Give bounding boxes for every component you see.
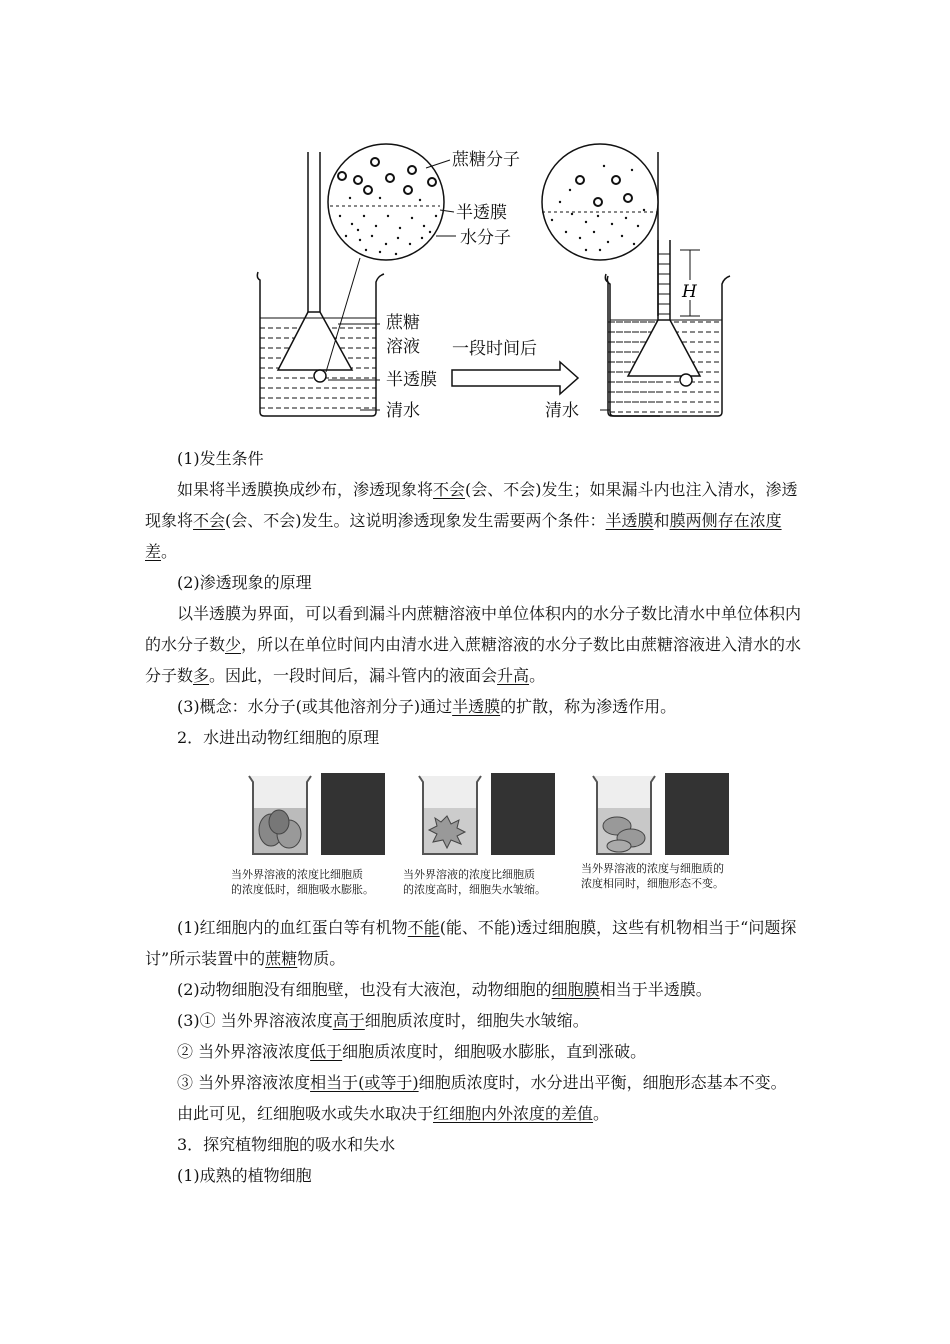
caption-normal <box>581 861 724 891</box>
beaker-swollen-icon <box>245 770 315 860</box>
section-osmosis <box>145 443 813 753</box>
text-run: 以半透膜为界面，可以看到漏斗内蔗糖溶液中单位体积内的水分子数比清水中单位体积内的水分子数 <box>145 604 802 654</box>
photo-shrunk-cells <box>491 773 555 855</box>
rbc-p5 <box>145 1067 813 1098</box>
label-semi-membrane-zoom: 半透膜 <box>456 203 507 223</box>
caption-line: 的浓度低时，细胞吸水膨胀。 <box>231 883 374 896</box>
label-sucrose-molecule: 蔗糖分子 <box>452 150 520 170</box>
answer-blank: 蔗糖 <box>265 949 298 968</box>
left-zoom-circle <box>328 144 444 260</box>
text-run: 。 <box>529 666 546 685</box>
left-membrane-marker <box>314 370 326 382</box>
answer-blank: 高于 <box>332 1011 365 1030</box>
answer-blank: 不会 <box>433 480 466 499</box>
answer-blank: 升高 <box>497 666 530 685</box>
label-sucrose-solution-1: 蔗糖 <box>386 313 420 333</box>
text-run: 如果将半透膜换成纱布，渗透现象将 <box>177 480 434 499</box>
cond-paragraph <box>145 474 813 567</box>
answer-blank: 不能 <box>407 918 440 937</box>
label-clear-water-right: 清水 <box>545 401 579 421</box>
heading-3: 3．探究植物细胞的吸水和失水 <box>177 1135 396 1154</box>
rbc-p1 <box>145 912 813 974</box>
concept-paragraph <box>145 691 813 722</box>
label-after-a-while: 一段时间后 <box>452 339 537 359</box>
text-run: (1)红细胞内的血红蛋白等有机物 <box>177 918 408 937</box>
heading-2: 2．水进出动物红细胞的原理 <box>177 728 380 747</box>
text-run: (会、不会)发生。这说明渗透现象发生需要两个条件： <box>225 511 606 530</box>
beaker-normal-icon <box>589 770 659 860</box>
text-run: ，所以在单位时间内由清水进入蔗糖溶液的水分子数比由蔗糖溶液进入清水的水分子数 <box>145 635 802 685</box>
rbc-p4 <box>145 1036 813 1067</box>
rbc-p2 <box>145 974 813 1005</box>
answer-blank: 红细胞内外浓度的差值 <box>433 1104 594 1123</box>
text-run: (能、不能)透过细胞膜，这些有机物相当于“问题探讨”所示装置中的 <box>145 918 797 968</box>
text-run: 。 <box>593 1104 610 1123</box>
arrow-icon <box>452 362 578 394</box>
text-run: 物质。 <box>297 949 346 968</box>
osmosis-diagram-svg <box>240 140 660 430</box>
rbc-figure <box>225 765 770 905</box>
osmosis-diagram <box>240 140 660 430</box>
answer-blank: 半透膜 <box>452 697 501 716</box>
label-semi-membrane: 半透膜 <box>386 370 437 390</box>
text-run: 。 <box>161 542 178 561</box>
rbc-p3 <box>145 1005 813 1036</box>
label-clear-water-left: 清水 <box>386 401 420 421</box>
photo-swollen-cells <box>321 773 385 855</box>
text-run: 和 <box>653 511 670 530</box>
beaker-shrunk-icon <box>415 770 485 860</box>
height-label: H <box>682 282 697 302</box>
section-rbc <box>145 912 813 1191</box>
text-run: (3)概念：水分子(或其他溶剂分子)通过 <box>177 697 453 716</box>
answer-blank: 低于 <box>310 1042 343 1061</box>
caption-line: 当外界溶液的浓度与细胞质的 <box>581 862 724 875</box>
text-run: 。因此，一段时间后，漏斗管内的液面会 <box>209 666 498 685</box>
answer-blank: 细胞膜 <box>551 980 600 999</box>
answer-blank: 不会 <box>193 511 226 530</box>
sub-heading-3-1: (1)成熟的植物细胞 <box>177 1166 312 1185</box>
cond-title: (1)发生条件 <box>177 449 264 468</box>
text-run: 细胞质浓度时，细胞失水皱缩。 <box>364 1011 589 1030</box>
label-sucrose-solution-2: 溶液 <box>386 337 420 357</box>
caption-line: 的浓度高时，细胞失水皱缩。 <box>403 883 546 896</box>
text-run: 细胞质浓度时，水分进出平衡，细胞形态基本不变。 <box>418 1073 787 1092</box>
text-run: 由此可见，红细胞吸水或失水取决于 <box>177 1104 434 1123</box>
caption-shrunk <box>403 867 546 897</box>
caption-line: 当外界溶液的浓度比细胞质 <box>231 868 363 881</box>
text-run: (会、不会)发生；如果漏斗内也注入清水，渗透现象将 <box>145 480 798 530</box>
right-beaker-svg <box>600 240 740 430</box>
text-run: (2)动物细胞没有细胞壁，也没有大液泡，动物细胞的 <box>177 980 552 999</box>
text-run: 的扩散，称为渗透作用。 <box>500 697 677 716</box>
caption-line: 浓度相同时，细胞形态不变。 <box>581 877 724 890</box>
text-run: 相当于半透膜。 <box>599 980 712 999</box>
label-water-molecule: 水分子 <box>460 228 511 248</box>
text-run: 细胞质浓度时，细胞吸水膨胀，直到涨破。 <box>342 1042 647 1061</box>
right-beaker-wrap <box>600 240 740 430</box>
caption-swollen <box>231 867 374 897</box>
text-run: ② 当外界溶液浓度 <box>177 1042 311 1061</box>
principle-title: (2)渗透现象的原理 <box>177 573 312 592</box>
principle-paragraph <box>145 598 813 691</box>
answer-blank: 多 <box>193 666 210 685</box>
answer-blank: 膜两侧存在浓度差 <box>145 511 782 561</box>
text-run: ③ 当外界溶液浓度 <box>177 1073 311 1092</box>
photo-normal-cells <box>665 773 729 855</box>
rbc-p6 <box>145 1098 813 1129</box>
answer-blank: 少 <box>225 635 242 654</box>
text-run: (3)① 当外界溶液浓度 <box>177 1011 333 1030</box>
answer-blank: 半透膜 <box>605 511 654 530</box>
answer-blank: 相当于(或等于) <box>310 1073 419 1092</box>
caption-line: 当外界溶液的浓度比细胞质 <box>403 868 535 881</box>
